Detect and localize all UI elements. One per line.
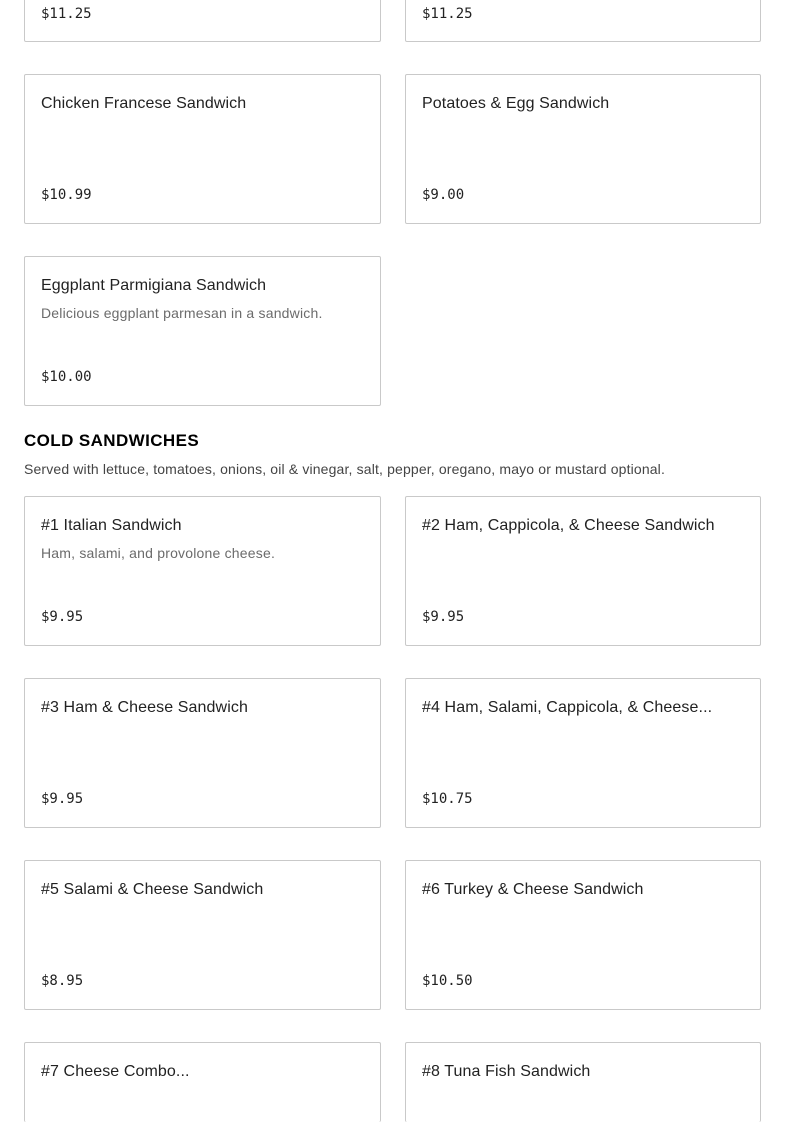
- item-price: $10.99: [41, 187, 92, 203]
- item-price: $9.95: [422, 609, 465, 625]
- menu-item-card[interactable]: [405, 1042, 761, 1122]
- item-name: #1 Italian Sandwich: [41, 517, 182, 534]
- menu-item-card[interactable]: [24, 860, 381, 1010]
- item-name: #6 Turkey & Cheese Sandwich: [422, 881, 644, 898]
- menu-item-card[interactable]: [24, 74, 381, 224]
- menu-item-card[interactable]: [405, 0, 761, 42]
- menu-item-card[interactable]: [405, 496, 761, 646]
- section-description: Served with lettuce, tomatoes, onions, oil & vinegar, salt, pepper, oregano, mayo or mustard optional.: [24, 461, 665, 477]
- menu-item-card[interactable]: [24, 0, 381, 42]
- menu-item-card[interactable]: [405, 860, 761, 1010]
- item-price: $9.95: [41, 609, 84, 625]
- item-name: Chicken Francese Sandwich: [41, 95, 247, 112]
- menu-item-card[interactable]: [405, 678, 761, 828]
- item-price: $8.95: [41, 973, 84, 989]
- item-price: $10.75: [422, 791, 473, 807]
- menu-item-card[interactable]: [24, 678, 381, 828]
- item-price: $10.00: [41, 369, 92, 385]
- item-description: Delicious eggplant parmesan in a sandwich.: [41, 305, 323, 321]
- item-price: $10.50: [422, 973, 473, 989]
- item-name: #2 Ham, Cappicola, & Cheese Sandwich: [422, 517, 715, 534]
- menu-item-card[interactable]: [405, 74, 761, 224]
- item-name: #8 Tuna Fish Sandwich: [422, 1063, 591, 1080]
- item-name: #3 Ham & Cheese Sandwich: [41, 699, 248, 716]
- menu-item-card[interactable]: [24, 1042, 381, 1122]
- item-price: $9.00: [422, 187, 465, 203]
- item-price: $11.25: [41, 6, 92, 22]
- item-name: #7 Cheese Combo...: [41, 1063, 190, 1080]
- item-description: Ham, salami, and provolone cheese.: [41, 545, 276, 561]
- menu-item-card[interactable]: [24, 256, 381, 406]
- item-name: #5 Salami & Cheese Sandwich: [41, 881, 264, 898]
- item-price: $9.95: [41, 791, 84, 807]
- item-price: $11.25: [422, 6, 473, 22]
- menu-item-card[interactable]: [24, 496, 381, 646]
- section-title: COLD SANDWICHES: [24, 431, 200, 450]
- item-name: #4 Ham, Salami, Cappicola, & Cheese...: [422, 699, 713, 716]
- item-name: Potatoes & Egg Sandwich: [422, 95, 610, 112]
- item-name: Eggplant Parmigiana Sandwich: [41, 277, 267, 294]
